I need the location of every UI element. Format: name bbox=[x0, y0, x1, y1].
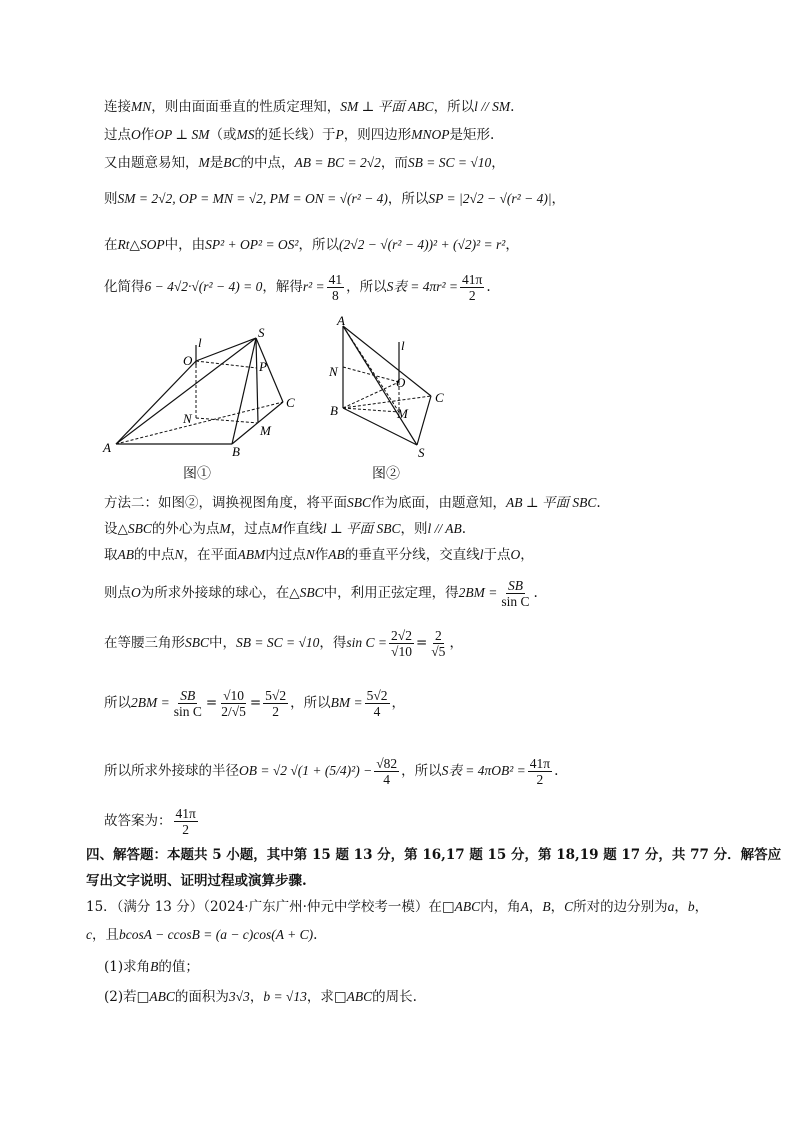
text: ，而 bbox=[380, 155, 408, 171]
math: SBC bbox=[347, 495, 372, 510]
text: 内，角 bbox=[480, 899, 521, 915]
math: 6 − 4√2·√(r² − 4) = 0 bbox=[144, 279, 263, 294]
numerator: 5√2 bbox=[366, 688, 388, 703]
method2-line-6 bbox=[104, 688, 405, 719]
fraction bbox=[172, 688, 204, 719]
math: M bbox=[219, 521, 231, 536]
method2-line-5 bbox=[104, 628, 463, 659]
math: ABC bbox=[346, 989, 373, 1004]
numerator: √82 bbox=[376, 756, 398, 771]
math: c bbox=[86, 927, 92, 942]
math: ABC bbox=[454, 899, 481, 914]
math: N bbox=[174, 547, 184, 562]
math: C bbox=[564, 899, 574, 914]
text: 在等腰三角形 bbox=[104, 635, 185, 651]
math: MS bbox=[236, 127, 255, 142]
text: 作 bbox=[314, 547, 329, 563]
numerator: 41 bbox=[328, 272, 343, 287]
math: SB = SC = √10 bbox=[236, 635, 320, 650]
edge-CS bbox=[417, 396, 431, 445]
numerator: 41π bbox=[175, 806, 196, 821]
text: ， bbox=[505, 237, 519, 253]
edge-AC bbox=[343, 326, 431, 396]
numerator: 2√2 bbox=[391, 628, 412, 643]
math: 3√3 bbox=[228, 989, 250, 1004]
math: r² = bbox=[302, 279, 325, 294]
text: ，所以 bbox=[401, 763, 442, 779]
dash-NM bbox=[196, 418, 258, 423]
text: ，则 bbox=[400, 521, 428, 537]
section-4-heading-line-1: 四、解答题：本题共 5 小题，其中第 15 题 13 分，第 16,17 题 15 分，第 18,19 题 17 分，共 77 分．解答应 bbox=[86, 847, 782, 863]
text: 作 bbox=[140, 127, 155, 143]
math: SM = 2√2, OP = MN = √2, PM = ON = √(r² − 4) bbox=[117, 191, 388, 206]
dash-BM bbox=[343, 408, 399, 412]
text: 所以 bbox=[104, 695, 131, 711]
math: l ⊥ 平面 SBC bbox=[322, 521, 401, 536]
text: ， bbox=[391, 695, 405, 711]
text: . bbox=[596, 495, 601, 511]
text: ，所以 bbox=[433, 99, 475, 115]
text: 又由题意易知， bbox=[104, 155, 199, 171]
text: 所对的边分别为 bbox=[573, 899, 668, 915]
denominator: 4 bbox=[373, 704, 381, 719]
math: OP ⊥ SM bbox=[154, 127, 210, 142]
solution-line-1 bbox=[104, 98, 514, 116]
math: S表 = 4πr² = bbox=[386, 279, 459, 294]
fig2-caption: 图② bbox=[372, 466, 400, 482]
text: ， bbox=[528, 899, 543, 915]
figure-1 bbox=[100, 325, 300, 460]
denominator: sin C bbox=[173, 704, 202, 719]
fig1-caption: 图① bbox=[183, 466, 211, 482]
text: 的中点 bbox=[134, 547, 175, 563]
text: = bbox=[415, 635, 428, 651]
math: N bbox=[305, 547, 315, 562]
fraction bbox=[219, 688, 248, 719]
answer-fraction bbox=[174, 806, 198, 837]
label-C: C bbox=[286, 395, 295, 410]
text: ，解得 bbox=[262, 279, 303, 295]
text: ， bbox=[249, 989, 264, 1005]
math: M bbox=[198, 155, 210, 170]
fraction bbox=[365, 688, 390, 719]
answer-line bbox=[104, 806, 200, 837]
denominator: 2 bbox=[272, 704, 279, 719]
math: a bbox=[667, 899, 675, 914]
fraction bbox=[389, 628, 414, 659]
text: ， bbox=[491, 155, 505, 171]
label-l: l bbox=[198, 335, 202, 350]
text: 作为底面，由题意知， bbox=[371, 495, 507, 511]
solution-line-2 bbox=[104, 126, 494, 144]
text: . bbox=[510, 99, 515, 115]
solution-line-4 bbox=[104, 190, 565, 208]
math: A bbox=[520, 899, 529, 914]
edge-AO bbox=[116, 361, 196, 444]
text: 的值； bbox=[158, 959, 199, 975]
math: l // SM bbox=[474, 99, 511, 114]
text: 连接 bbox=[104, 99, 131, 115]
text: ，且 bbox=[92, 927, 119, 943]
dash-AM bbox=[343, 326, 399, 412]
denominator: 4 bbox=[383, 772, 391, 787]
text: ， bbox=[520, 547, 534, 563]
problem-15-line-1 bbox=[86, 898, 708, 916]
section-4-heading-line-2: 写出文字说明、证明过程或演算步骤. bbox=[86, 873, 307, 889]
text: 的延长线）于 bbox=[254, 127, 336, 143]
fraction bbox=[429, 628, 447, 659]
label-M: M bbox=[397, 406, 408, 421]
text: 是 bbox=[209, 155, 224, 171]
math: SBC bbox=[299, 585, 324, 600]
denominator: sin C bbox=[501, 594, 530, 609]
denominator: 2 bbox=[182, 822, 190, 837]
label-N: N bbox=[329, 364, 338, 379]
text: 的面积为 bbox=[174, 989, 229, 1005]
text: ， bbox=[449, 635, 463, 651]
fraction bbox=[460, 272, 484, 303]
method2-line-2 bbox=[104, 520, 466, 538]
numerator: √10 bbox=[223, 688, 244, 703]
math: OB = √2 √(1 + (5/4)²) − bbox=[239, 763, 373, 778]
label-B: B bbox=[330, 403, 338, 418]
text: ，在平面 bbox=[183, 547, 238, 563]
text: （或 bbox=[209, 127, 237, 143]
numerator: SB bbox=[180, 688, 196, 703]
text: ，所以 bbox=[298, 237, 339, 253]
fraction bbox=[374, 756, 399, 787]
dash-OP bbox=[196, 361, 257, 368]
math: 2BM = bbox=[458, 585, 498, 600]
text: 的周长. bbox=[372, 989, 417, 1005]
text: ，所以 bbox=[387, 191, 429, 207]
text: ， bbox=[551, 191, 566, 207]
fraction bbox=[327, 272, 345, 303]
fraction bbox=[499, 578, 531, 609]
math: b bbox=[687, 899, 695, 914]
text: 化简得 bbox=[104, 279, 145, 295]
text: 中，利用正弦定理，得 bbox=[323, 585, 459, 601]
text: ，得 bbox=[319, 635, 347, 651]
label-C: C bbox=[435, 390, 444, 405]
text: ，则由面面垂直的性质定理知， bbox=[151, 99, 341, 115]
math: O bbox=[510, 547, 521, 562]
text: 设△ bbox=[104, 521, 128, 537]
math: ABM bbox=[237, 547, 266, 562]
text: 15．（满分 13 分）（2024·广东广州·仲元中学校考一模）在□ bbox=[86, 899, 455, 915]
math: O bbox=[131, 127, 141, 142]
denominator: √10 bbox=[391, 644, 412, 659]
math: sin C = bbox=[346, 635, 388, 650]
math: B bbox=[150, 959, 159, 974]
math: SB = SC = √10 bbox=[407, 155, 492, 170]
text: (2)若□ bbox=[104, 989, 150, 1005]
text: 于点 bbox=[483, 547, 511, 563]
math: AB bbox=[328, 547, 345, 562]
text: . bbox=[554, 763, 559, 779]
method2-line-7 bbox=[104, 756, 558, 787]
denominator: 2 bbox=[468, 288, 476, 303]
denominator: √5 bbox=[431, 644, 446, 659]
problem-15-question-1 bbox=[104, 958, 199, 976]
text: 方法二：如图②，调换视图角度，将平面 bbox=[104, 495, 347, 511]
math: Rt△SOP bbox=[117, 237, 165, 252]
text: = bbox=[249, 695, 262, 711]
text: 则 bbox=[104, 191, 118, 207]
label-P: P bbox=[259, 359, 267, 374]
edge-SM bbox=[256, 338, 258, 423]
solution-line-3 bbox=[104, 154, 505, 172]
text: . bbox=[313, 927, 318, 943]
label-O: O bbox=[396, 375, 406, 390]
math: l // AB bbox=[427, 521, 462, 536]
text: 的中点， bbox=[240, 155, 295, 171]
math: S表 = 4πOB² = bbox=[441, 763, 526, 778]
label-M: M bbox=[260, 423, 271, 438]
math: BC bbox=[223, 155, 241, 170]
math: ABC bbox=[149, 989, 175, 1004]
math: SBC bbox=[185, 635, 210, 650]
text: . bbox=[486, 279, 491, 295]
label-O: O bbox=[183, 353, 193, 368]
label-N: N bbox=[183, 411, 192, 426]
text: 是矩形. bbox=[449, 127, 495, 143]
label-B: B bbox=[232, 444, 240, 459]
text: ，所以 bbox=[346, 279, 387, 295]
text: 作直线 bbox=[282, 521, 323, 537]
text: 所以所求外接球的半径 bbox=[104, 763, 239, 779]
text: 在 bbox=[104, 237, 118, 253]
dash-BO bbox=[343, 382, 399, 408]
math: SP² + OP² = OS² bbox=[205, 237, 299, 252]
text: 取 bbox=[104, 547, 118, 563]
text: ， bbox=[694, 899, 709, 915]
label-S: S bbox=[418, 445, 425, 460]
text: ，过点 bbox=[230, 521, 272, 537]
label-A: A bbox=[103, 440, 111, 455]
problem-15-question-2 bbox=[104, 988, 417, 1006]
math: b = √13 bbox=[263, 989, 307, 1004]
answer-label: 故答案为： bbox=[104, 813, 172, 829]
text: 内过点 bbox=[265, 547, 306, 563]
text: 的外心为点 bbox=[151, 521, 220, 537]
text: . bbox=[533, 585, 538, 601]
method2-line-1 bbox=[104, 494, 601, 512]
text: (1)求角 bbox=[104, 959, 151, 975]
math: SP = |2√2 − √(r² − 4)| bbox=[428, 191, 552, 206]
text: 中， bbox=[209, 635, 237, 651]
text: = bbox=[205, 695, 218, 711]
math: AB ⊥ 平面 SBC bbox=[506, 495, 597, 510]
math: (2√2 − √(r² − 4))² + (√2)² = r² bbox=[338, 237, 506, 252]
denominator: 8 bbox=[332, 288, 339, 303]
text: 中，由 bbox=[164, 237, 206, 253]
text: ，所以 bbox=[290, 695, 331, 711]
numerator: 41π bbox=[462, 272, 483, 287]
text: ， bbox=[674, 899, 688, 915]
label-l: l bbox=[401, 338, 405, 353]
method2-line-3 bbox=[104, 546, 534, 564]
label-S: S bbox=[258, 325, 265, 340]
denominator: 2 bbox=[536, 772, 544, 787]
math: P bbox=[335, 127, 344, 142]
math: O bbox=[131, 585, 141, 600]
fraction bbox=[528, 756, 552, 787]
fraction bbox=[263, 688, 288, 719]
problem-15-line-2 bbox=[86, 926, 317, 944]
text: ， bbox=[550, 899, 565, 915]
math: MN bbox=[131, 99, 152, 114]
numerator: SB bbox=[507, 578, 523, 593]
math: l bbox=[479, 547, 484, 562]
math: BM = bbox=[330, 695, 363, 710]
text: 则点 bbox=[104, 585, 131, 601]
text: . bbox=[461, 521, 467, 537]
solution-line-5 bbox=[104, 236, 519, 254]
math: MNOP bbox=[411, 127, 450, 142]
math: AB bbox=[117, 547, 134, 562]
math: AB = BC = 2√2 bbox=[294, 155, 381, 170]
label-A: A bbox=[337, 313, 345, 328]
numerator: 5√2 bbox=[265, 688, 287, 703]
method2-line-4 bbox=[104, 578, 538, 609]
math: 2BM = bbox=[131, 695, 170, 710]
figure-2 bbox=[325, 312, 460, 462]
text: ，则四边形 bbox=[343, 127, 412, 143]
math: bcosA − ccosB = (a − c)cos(A + C) bbox=[119, 927, 314, 942]
text: 为所求外接球的球心，在△ bbox=[140, 585, 300, 601]
solution-line-6 bbox=[104, 272, 491, 303]
math: SM ⊥ 平面 ABC bbox=[340, 99, 434, 114]
text: 的垂直平分线，交直线 bbox=[344, 547, 480, 563]
text: ，求□ bbox=[306, 989, 347, 1005]
numerator: 2 bbox=[434, 628, 442, 643]
math: B bbox=[542, 899, 551, 914]
text: 过点 bbox=[104, 127, 131, 143]
denominator: 2/√5 bbox=[221, 704, 246, 719]
edge-OS bbox=[196, 338, 256, 361]
numerator: 41π bbox=[529, 756, 551, 771]
math: M bbox=[271, 521, 283, 536]
math: SBC bbox=[127, 521, 152, 536]
